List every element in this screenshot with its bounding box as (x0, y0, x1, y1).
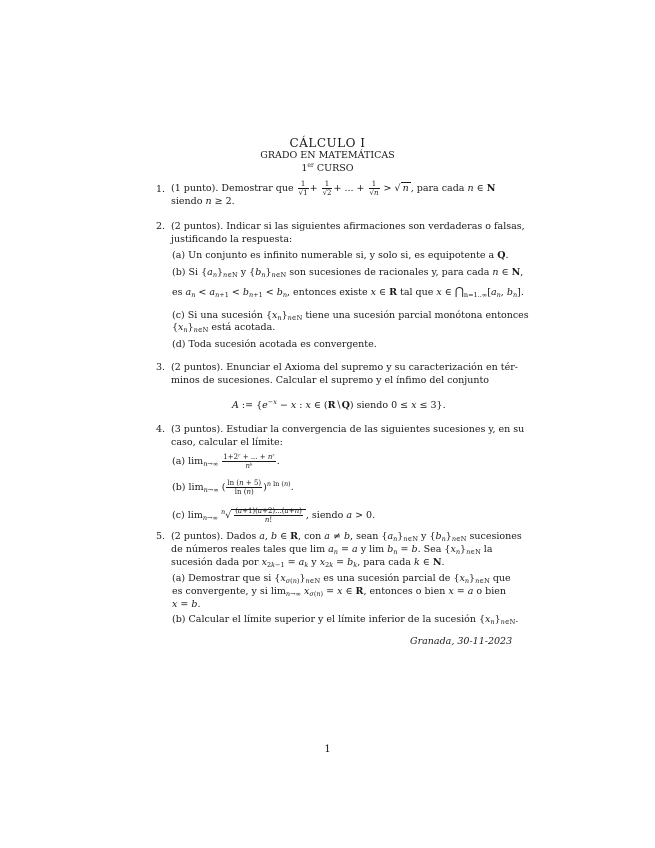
q1-line2: siendo n ≥ 2. (171, 196, 235, 207)
q4-item-a: (a) $\lim_{n\to\infty}$ $\frac{\text{1+2ʳ + ... + nʳ}}{\text{nᵏ}}$ . (172, 453, 280, 470)
q5-line1: (2 puntos). Dados a, b ∈ R, con a ≠ b, sean $\{a_n\}_{n\in N}$ y $\{b_n\}_{n\in N}$ sucesiones (171, 531, 522, 543)
q3-line1: (2 puntos). Enunciar el Axioma del supremo y su caracterización en tér- (171, 362, 518, 373)
math-frac: $\frac{\text{1+2ʳ + ... + nʳ}}{\text{nᵏ}}$ (223, 453, 275, 470)
q5-item-a-line3: x = b. (172, 599, 201, 610)
q2-item-d: (d) Toda sucesión acotada es convergente. (172, 339, 377, 350)
course-title: 1er CURSO (301, 162, 354, 175)
q2-item-b-line1: (b) Si $\{a_n\}_{n\in N}$ y $\{b_n\}_{n\in N}$ son sucesiones de racionales y, para cada n ∈ N, (172, 267, 524, 279)
q4-number: 4. (156, 424, 166, 435)
q2-item-a: (a) Un conjunto es infinito numerable si, y solo si, es equipotente a Q. (172, 250, 509, 261)
page-number: 1 (324, 744, 331, 755)
q2-item-b-line2: es $a_n < a_{n+1} < b_{n+1} < b_n$, entonces existe x ∈ R tal que x ∈ $⋂_{n=1..\infty}[a_n$, $b_n$]. (172, 285, 524, 299)
exam-title: CÁLCULO I (289, 136, 366, 150)
q5-number: 5. (156, 531, 166, 542)
q4-line2: caso, calcular el límite: (171, 437, 283, 448)
math-frac: $\frac{1}{√1}$ (298, 180, 308, 197)
q5-item-b: (b) Calcular el límite superior y el límite inferior de la sucesión $\{x_n\}_{n\in N}$. (172, 614, 519, 626)
q2-item-c-line2: $\{x_n\}_{n\in N}$ está acotada. (172, 322, 276, 334)
q3-set-definition: A := {$e^{-x} - x$ : x ∈ (R∖Q) siendo 0 ≤ x ≤ 3}. (232, 398, 446, 411)
q1-number: 1. (156, 184, 166, 195)
degree-title: GRADO EN MATEMÁTICAS (260, 150, 395, 161)
q5-line2: de números reales tales que $\lim a_n = a$ y $\lim b_n = b$. Sea $\{x_n\}_{n\in N}$ la (171, 544, 493, 556)
q5-line3: sucesión dada por $x_{2k-1} = a_k$ y $x_{2k} = b_k$, para cada k ∈ N. (171, 557, 445, 569)
q2-line1: (2 puntos). Indicar si las siguientes afirmaciones son verdaderas o falsas, (171, 221, 525, 232)
signature-date: Granada, 30-11-2023 (410, 636, 513, 647)
q1-line1: (1 punto). Demostrar que $\frac{1}{√1}$ + $\frac{1}{√2}$ + ... + $\frac{1}{√n}$ > √ n , para cada n ∈ N (171, 180, 496, 197)
q3-number: 3. (156, 362, 166, 373)
q5-item-a-line1: (a) Demostrar que si $\{x_{\sigma(n)}\}_{n\in N}$ es una sucesión parcial de $\{x_n\}_{n\in N}$ que (172, 573, 511, 585)
q5-item-a-line2: es convergente, y si $\lim_{n\to\infty} x_{\sigma(n)} = x$ ∈ R, entonces o bien x = a o bien (172, 586, 507, 598)
q4-item-b: (b) $\lim_{n\to\infty}$ ( $\frac{\ln (n + 5)}{\ln (n)}$ )$^{n ln (n)}$. (172, 479, 294, 496)
q4-item-c: (c) $\lim_{n\to\infty} ^n√$ $\frac{(a+1)(a+2)...(a+n)}{n!}$ , siendo a > 0. (172, 507, 376, 524)
q4-line1: (3 puntos). Estudiar la convergencia de las siguientes sucesiones y, en su (171, 424, 525, 435)
q2-line2: justificando la respuesta: (171, 234, 293, 245)
q2-item-c-line1: (c) Si una sucesión $\{x_n\}_{n\in N}$ tiene una sucesión parcial monótona entonces (172, 310, 529, 322)
math-frac: $\frac{1}{√2}$ (322, 180, 332, 197)
q2-number: 2. (156, 221, 166, 232)
q3-line2: minos de sucesiones. Calcular el supremo y el ínfimo del conjunto (171, 375, 490, 386)
math-frac: $\frac{1}{√n}$ (369, 180, 379, 197)
math-frac: $\frac{(a+1)(a+2)...(a+n)}{n!}$ (235, 507, 302, 524)
math-frac: $\frac{\ln (n + 5)}{\ln (n)}$ (227, 479, 262, 496)
